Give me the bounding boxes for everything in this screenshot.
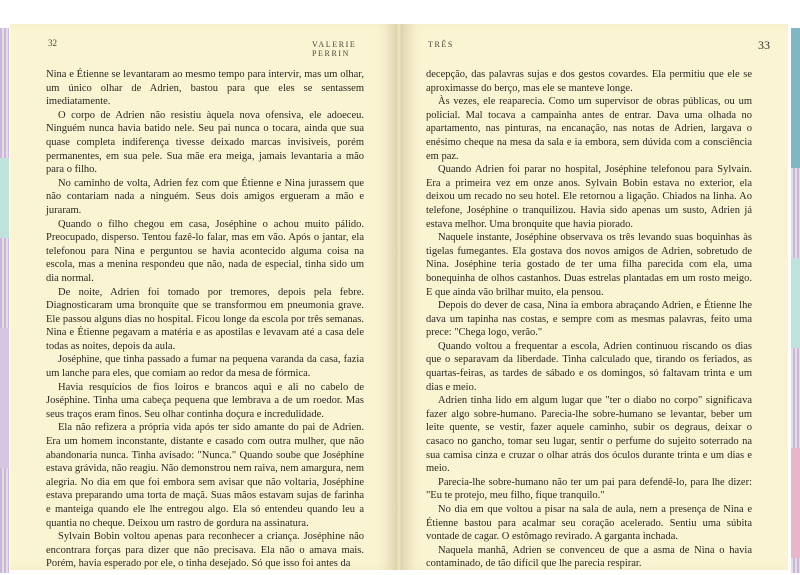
left-page-edges <box>0 28 9 573</box>
paragraph: Depois do dever de casa, Nina ia embora abraçando Adrien, e Étienne lhe dava um tapinha nas costas, e sempre com as mesmas palavras, feito uma prece: "Chega logo, verão." <box>426 300 752 339</box>
paragraph: De noite, Adrien foi tomado por tremores, depois pela febre. Diagnosticaram uma bronquite que se transformou em pneumonia grave. Ele passou alguns dias no hospital. Ficou longe da escola por três semanas. Nina e Étienne pegavam a matéria e as apostilas e levavam até a casa dele todas as noites, depois da aula. <box>46 286 364 352</box>
paragraph: decepção, das palavras sujas e dos gestos covardes. Ela permitiu que ele se aproximasse do berço, mas ele se manteve longe. <box>426 69 752 94</box>
paragraph: Adrien tinha lido em algum lugar que "ter o diabo no corpo" significava fazer algo sobre-humano. Parecia-lhe sobre-humano se levantar, beber um leite quente, se vestir, fazer aquele caminho, subir os degraus, deixar o casaco no gancho, tomar seu lugar, sentir o perfume do sujeito soterrado na sua camisa cinza e cruzar o olhar atrás dos óculos durante trinta e um dias e meio. <box>426 395 752 475</box>
paragraph: Nina e Étienne se levantaram ao mesmo tempo para intervir, mas um olhar, um único olhar de Adrien, bastou para que eles se sentassem imediatamente. <box>46 69 364 108</box>
paragraph: Quando Adrien foi parar no hospital, Joséphine telefonou para Sylvain. Era a primeira vez em onze anos. Sylvain Bobin estava no exterior, ela deixou um recado no seu hotel. Ele retornou a ligação. Chiados na linha. Ao telefone, Joséphine o tranquilizou. Havia sido apenas um susto, Adrien já estava melhor. Uma bronquite que havia piorado. <box>426 164 752 230</box>
page-body-text <box>426 68 752 570</box>
paragraph: Naquela manhã, Adrien se convenceu de que a asma de Nina o havia contaminado, de tão difícil que lhe parecia respirar. <box>426 544 752 570</box>
left-page <box>10 24 396 570</box>
page-edge-strip <box>0 158 9 238</box>
paragraph: Ela não refizera a própria vida após ter sido amante do pai de Adrien. Era um homem inconstante, distante e casado com outra mulher, que não abandonaria nunca. Tinha avisado: "Nunca." Quando soube que Joséphine estava grávida, não reagiu. Não demonstrou nem raiva, nem amargura, nem alegria. No dia em que foi embora sem avisar que não voltaria, Joséphine estava preparando uma torta de maçã. Suas mãos estavam sujas de farinha e manteiga quando ele lhe entregou algo. Ela só entendeu quando leu a quantia no cheque. Deixou um rastro de gordura na assinatura. <box>46 422 364 529</box>
page-edge-strip <box>791 28 800 168</box>
paragraph: Às vezes, ele reaparecia. Como um supervisor de obras públicas, ou um policial. Mal tocava a campainha antes de entrar. Dava uma olhada no apartamento, nas pinturas, na encanação, nas notas de Adrien, largava o enésimo cheque na mesa da sala e ia embora, sem dúvida com a consciência em paz. <box>426 96 752 162</box>
running-head-chapter: TRÊS <box>428 40 454 49</box>
paragraph: O corpo de Adrien não resistiu àquela nova ofensiva, ele adoeceu. Ninguém nunca havia batido nele. Seu pai nunca o tocara, ainda que sua quase completa indiferença tivesse deixado marcas invisíveis, porém permanentes, em sua pele. Sua mãe era meiga, jamais levantaria a mão para o filho. <box>46 109 364 176</box>
page-edge-strip <box>791 258 800 348</box>
page-number: 32 <box>48 38 57 48</box>
page-number: 33 <box>758 38 770 52</box>
paragraph: Parecia-lhe sobre-humano não ter um pai para defendê-lo, para lhe dizer: "Eu te protejo, meu filho, fique tranquilo." <box>426 476 752 502</box>
right-page-edges <box>791 28 800 573</box>
paragraph: No dia em que voltou a pisar na sala de aula, nem a presença de Nina e Étienne bastou para acalmar seu coração acelerado. Sentiu uma súbita vontade de cagar. O estômago revirado. A garganta inchada. <box>426 504 752 543</box>
paragraph: Sylvain Bobin voltou apenas para reconhecer a criança. Joséphine não encontrara forças para dizer que não precisava. Ela não o amava mais. Porém, havia esperado por ele, o tinha desejado. Só que isso foi antes da <box>46 531 364 570</box>
paragraph: Quando voltou a frequentar a escola, Adrien continuou riscando os dias que o separavam da liberdade. Tinha calculado que, tirando os feriados, as quartas-feiras, as tardes de sábado e os domingos, só faltavam trinta e um dias e meio. <box>426 340 752 393</box>
page-body-text <box>46 68 364 570</box>
paragraph: Naquele instante, Joséphine observava os três levando suas boquinhas às tigelas fumegantes. Ela gostava dos novos amigos de Adrien, sobretudo de Nina. Joséphine teria gostado de ter uma filha parecida com ela, uma bonequinha de olhos castanhos. Duas estrelas plantadas em um rosto meigo. E que ainda vão brilhar muito, ela pensou. <box>426 232 752 298</box>
running-head-author: VALERIE PERRIN <box>312 40 357 58</box>
paragraph: Joséphine, que tinha passado a fumar na pequena varanda da casa, fazia um lanche para eles, que comiam ao redor da mesa de fórmica. <box>46 354 364 380</box>
paragraph: Quando o filho chegou em casa, Joséphine o achou muito pálido. Preocupado, disperso. Tentou fazê-lo falar, mas em vão. Após o jantar, ela telefonou para Nina e perguntou se havia acontecido alguma coisa na escola, mas a menina respondeu que não, nada de especial, tinha sido um dia normal. <box>46 218 364 284</box>
paragraph: No caminho de volta, Adrien fez com que Étienne e Nina jurassem que não contariam nada a ninguém. Seus dois amigos ergueram a mão e juraram. <box>46 177 364 216</box>
right-page <box>402 24 788 570</box>
paragraph: Havia resquícios de fios loiros e brancos aqui e ali no cabelo de Joséphine. Tinha uma cabeça pequena que lembrava a de um roedor. Mas seus traços eram finos. Seu olhar continha doçura e incredulidade. <box>46 381 364 420</box>
page-edge-strip <box>791 448 800 558</box>
page-edge-strip <box>0 328 9 468</box>
